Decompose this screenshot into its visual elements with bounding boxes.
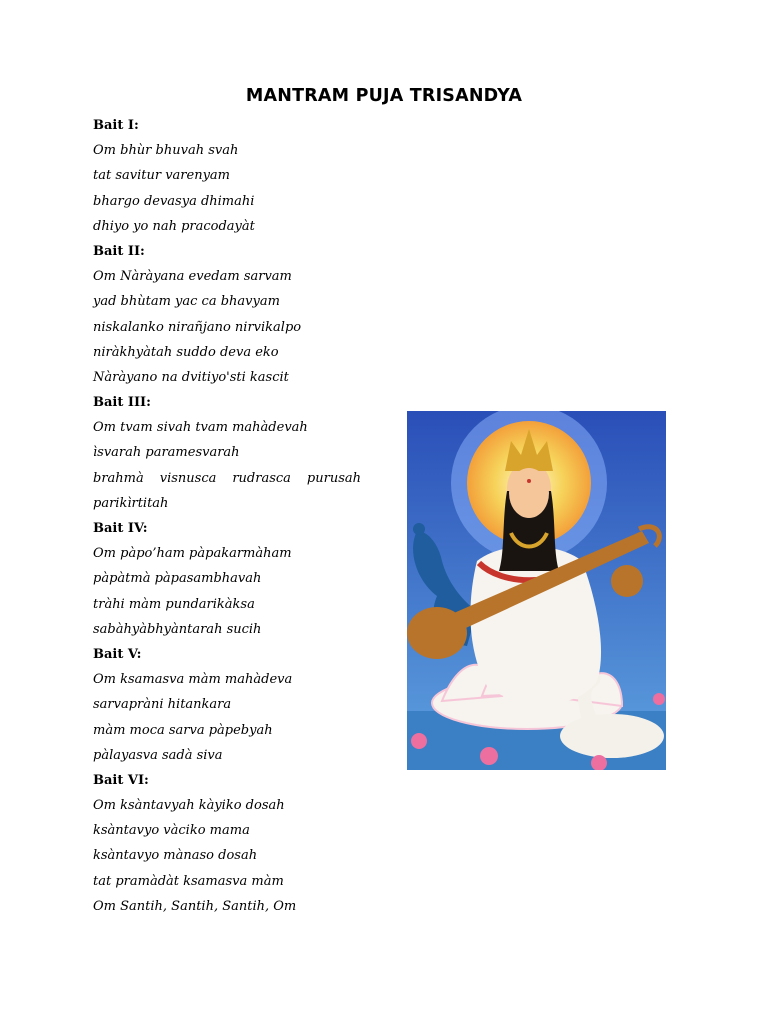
verse-line: Om ksamasva màm mahàdeva — [93, 672, 293, 688]
verse-line: niràkhyàtah suddo deva eko — [93, 344, 279, 360]
verse-line: ksàntavyo mànaso dosah — [93, 848, 258, 864]
verse-word: visnusca — [159, 470, 217, 486]
verse-heading: Bait V: — [93, 646, 142, 662]
verse-heading: Bait IV: — [93, 521, 148, 536]
verse-line: Om bhùr bhuvah svah — [93, 143, 239, 159]
verse-line: bhargo devasya dhimahi — [93, 193, 255, 209]
verse-line: tat pramàdàt ksamasva màm — [93, 873, 284, 889]
verse-line: dhiyo yo nah pracodayàt — [93, 218, 255, 234]
verse-line: Om Santih, Santih, Santih, Om — [93, 898, 297, 914]
verse-word: brahmà — [93, 470, 144, 486]
verse-line: pàlayasva sadà siva — [93, 747, 223, 763]
lotus-flower — [653, 693, 665, 705]
verse-line: tràhi màm pundarikàksa — [93, 596, 255, 612]
verse-line: yad bhùtam yac ca bhavyam — [93, 294, 280, 310]
lotus-flower — [480, 747, 498, 765]
verse-line: Nàràyano na dvitiyo'sti kascit — [93, 369, 289, 385]
verse-line: tat savitur varenyam — [93, 168, 230, 184]
verse-line: sarvapràni hitankara — [93, 697, 232, 713]
saraswati-image — [407, 411, 666, 770]
verse-heading: Bait VI: — [93, 772, 149, 788]
verse-heading: Bait III: — [93, 395, 151, 411]
verse-heading: Bait II: — [93, 243, 145, 259]
verse-line: Om tvam sivah tvam mahàdevah — [93, 420, 308, 436]
verse-heading: Bait I: — [93, 118, 139, 133]
verse-word: rudrasca — [232, 470, 291, 486]
verse-line: Om ksàntavyah kàyiko dosah — [93, 798, 285, 814]
verse-word: purusah — [306, 470, 361, 486]
verse-line: parikìrtitah — [93, 495, 169, 511]
verse-line: sabàhyàbhyàntarah sucih — [93, 621, 262, 637]
document-title: MANTRAM PUJA TRISANDYA — [245, 86, 523, 106]
verse-line: pàpàtmà pàpasambhavah — [93, 571, 262, 587]
verse-list — [93, 113, 361, 919]
lotus-flower — [411, 733, 427, 749]
verse-line: niskalanko nirañjano nirvikalpo — [93, 319, 302, 335]
verse-line: ksàntavyo vàciko mama — [93, 823, 250, 839]
verse-line: Om Nàràyana evedam sarvam — [93, 269, 292, 285]
verse-line: ìsvarah paramesvarah — [93, 445, 240, 461]
verse-line: Om pàpo’ham pàpakarmàham — [93, 546, 292, 562]
verse-line-justified — [93, 466, 361, 491]
saraswati-illustration — [407, 411, 666, 770]
verse-line: màm moca sarva pàpebyah — [93, 722, 273, 738]
